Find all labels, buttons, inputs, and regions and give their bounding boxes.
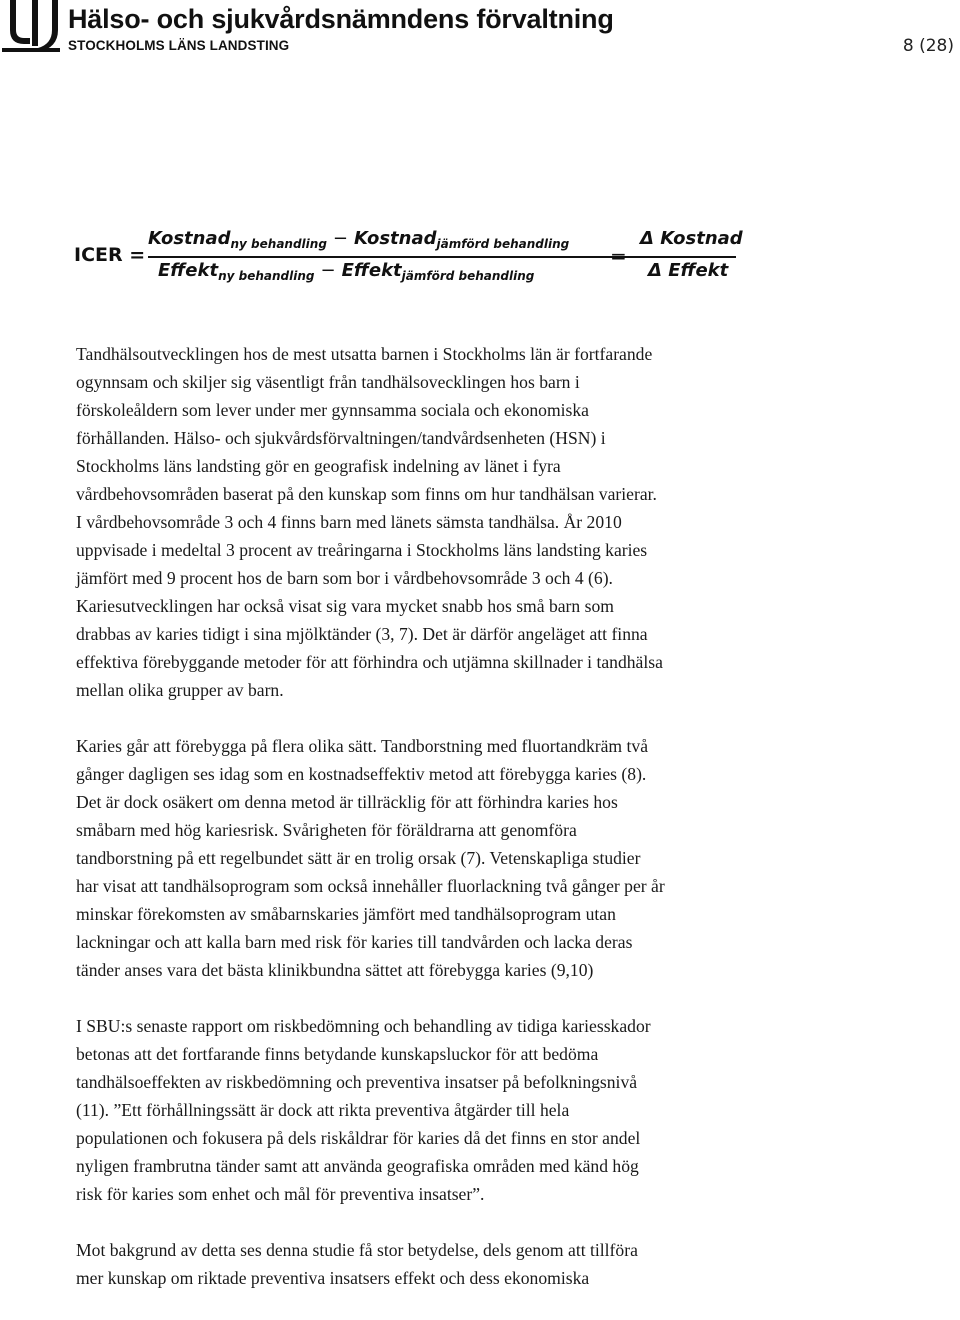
text-line: förhållanden. Hälso- och sjukvårdsförvaltningen/tandvårdsenheten (HSN) i [76, 428, 606, 448]
paragraph [76, 1236, 816, 1292]
text-line: effektiva förebyggande metoder för att förhindra och utjämna skillnader i tandhälsa [76, 652, 663, 672]
text-line: risk för karies som enhet och mål för preventiva insatser”. [76, 1184, 485, 1204]
fraction-bar [636, 256, 736, 258]
text-line: tandborstning på ett regelbundet sätt är en trolig orsak (7). Vetenskapliga studier [76, 848, 641, 868]
formula-numerator: Kostnad$_{ny behandling}$ − Kostnad$_{jämförd behandling}$ [148, 228, 570, 251]
text-line: minskar förekomsten av småbarnskaries jämfört med tandhälsoprogram utan [76, 904, 616, 924]
text-line: I SBU:s senaste rapport om riskbedömning och behandling av tidiga kariesskador [76, 1016, 651, 1036]
text-line: nyligen frambrutna tänder samt att använda geografiska områden med känd hög [76, 1156, 639, 1176]
text-line: gånger dagligen ses idag som en kostnadseffektiv metod att förebygga karies (8). [76, 764, 647, 784]
text-line: tandhälsoeffekten av riskbedömning och preventiva insatser på befolkningsnivå [76, 1072, 638, 1092]
text-line: Mot bakgrund av detta ses denna studie få stor betydelse, dels genom att tillföra [76, 1240, 638, 1260]
text-line: har visat att tandhälsoprogram som också innehåller fluorlackning två gånger per år [76, 876, 665, 896]
text-line: I vårdbehovsområde 3 och 4 finns barn med länets sämsta tandhälsa. År 2010 [76, 512, 622, 532]
text-line: mellan olika grupper av barn. [76, 680, 284, 700]
text-line: Det är dock osäkert om denna metod är tillräcklig för att förhindra karies hos [76, 792, 618, 812]
formula-denominator: Effekt$_{ny behandling}$ − Effekt$_{jämförd behandling}$ [158, 260, 535, 283]
body-text [76, 340, 816, 1320]
paragraph [76, 732, 816, 984]
text-line: mer kunskap om riktade preventiva insatsers effekt och dess ekonomiska [76, 1268, 590, 1288]
text-line: Stockholms läns landsting gör en geografisk indelning av länet i fyra [76, 456, 561, 476]
text-line: Kariesutvecklingen har också visat sig vara mycket snabb hos små barn som [76, 596, 614, 616]
text-line: vårdbehovsområden baserat på den kunskap som finns om hur tandhälsan varierar. [76, 484, 657, 504]
text-line: drabbas av karies tidigt i sina mjölktänder (3, 7). Det är därför angeläget att finna [76, 624, 648, 644]
text-line: populationen och fokusera på dels riskåldrar för karies då det finns en stor andel [76, 1128, 641, 1148]
landsting-logo-icon [2, 0, 60, 52]
paragraph [76, 340, 816, 704]
text-line: förskoleåldern som lever under mer gynnsamma sociala och ekonomiska [76, 400, 589, 420]
organization-subtitle: STOCKHOLMS LÄNS LANDSTING [68, 38, 290, 53]
text-line: lackningar och att kalla barn med risk för karies till tandvården och lacka deras [76, 932, 633, 952]
text-line: tänder anses vara det bästa klinikbundna sättet att förebygga karies (9,10) [76, 960, 594, 980]
formula-delta-numerator: Δ Kostnad [640, 228, 743, 249]
text-line: betonas att det fortfarande finns betydande kunskapsluckor för att bedöma [76, 1044, 599, 1064]
text-line: småbarn med hög kariesrisk. Svårigheten för föräldrarna att genomföra [76, 820, 577, 840]
text-line: (11). ”Ett förhållningssätt är dock att rikta preventiva åtgärder till hela [76, 1100, 570, 1120]
text-line: ogynnsam och skiljer sig väsentligt från tandhälsovecklingen hos barn i [76, 372, 580, 392]
fraction-bar [148, 256, 672, 258]
text-line: jämfört med 9 procent hos de barn som bor i vårdbehovsområde 3 och 4 (6). [76, 568, 613, 588]
page-header [0, 0, 960, 60]
formula-fraction-delta [636, 226, 746, 288]
organization-name: Hälso- och sjukvårdsnämndens förvaltning [68, 4, 614, 34]
icer-formula [74, 226, 774, 288]
page-number: 8 (28) [902, 36, 954, 56]
formula-equals: = [610, 244, 627, 268]
formula-fraction-main [148, 226, 682, 288]
text-line: Tandhälsoutvecklingen hos de mest utsatta barnen i Stockholms län är fortfarande [76, 344, 653, 364]
formula-delta-denominator: Δ Effekt [648, 260, 729, 281]
formula-lhs: ICER = [74, 244, 146, 266]
paragraph [76, 1012, 816, 1208]
text-line: uppvisade i medeltal 3 procent av treåringarna i Stockholms läns landsting karies [76, 540, 648, 560]
text-line: Karies går att förebygga på flera olika sätt. Tandborstning med fluortandkräm två [76, 736, 649, 756]
